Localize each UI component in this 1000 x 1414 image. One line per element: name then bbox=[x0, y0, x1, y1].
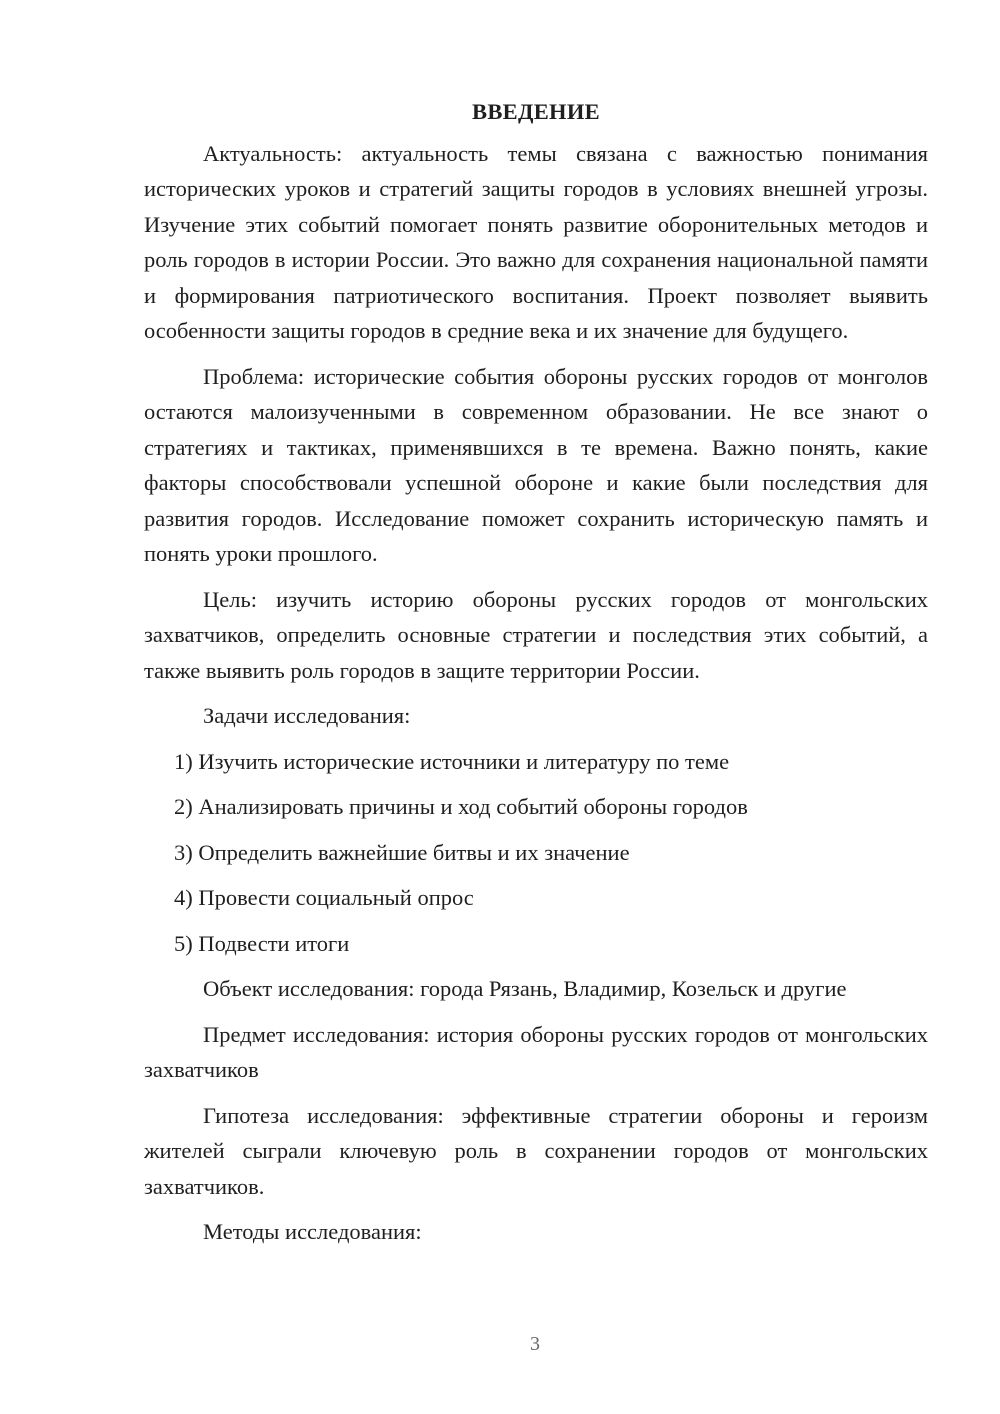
task-item-1: 1) Изучить исторические источники и литературу по теме bbox=[174, 748, 730, 774]
page-number: 3 bbox=[530, 1333, 540, 1355]
page-content bbox=[144, 94, 928, 1260]
research-hypothesis: Гипотеза исследования: эффективные стратегии обороны и героизм жителей сыграли ключевую роль в сохранении городов от монгольских захватчиков. bbox=[144, 1102, 928, 1199]
page-title: ВВЕДЕНИЕ bbox=[472, 99, 600, 124]
task-item-5: 5) Подвести итоги bbox=[174, 930, 350, 956]
relevance-paragraph: Актуальность: актуальность темы связана с важностью понимания исторических уроков и стратегий защиты городов в условиях внешней угрозы. Изучение этих событий помогает понять развитие оборонительных методов и роль городов в истории России. Это важно для сохранения национальной памяти и формирования патриотического воспитания. Проект позволяет выявить особенности защиты городов в средние века и их значение для будущего. bbox=[144, 140, 928, 343]
tasks-heading: Задачи исследования: bbox=[203, 703, 411, 728]
problem-paragraph: Проблема: исторические события обороны русских городов от монголов остаются малоизученными в современном образовании. Не все знают о стратегиях и тактиках, применявшихся в те времена. Важно понять, какие факторы способствовали успешной обороне и какие были последствия для развития городов. Исследование поможет сохранить историческую память и понять уроки прошлого. bbox=[144, 363, 928, 566]
task-item-4: 4) Провести социальный опрос bbox=[174, 885, 474, 910]
task-item-3: 3) Определить важнейшие битвы и их значение bbox=[174, 839, 630, 865]
research-subject: Предмет исследования: история обороны русских городов от монгольских захватчиков bbox=[144, 1021, 928, 1082]
methods-heading: Методы исследования: bbox=[203, 1219, 422, 1244]
tasks-list bbox=[144, 744, 928, 962]
goal-paragraph: Цель: изучить историю обороны русских городов от монгольских захватчиков, определить основные стратегии и последствия этих событий, а также выявить роль городов в защите территории России. bbox=[144, 586, 928, 683]
task-item-2: 2) Анализировать причины и ход событий обороны городов bbox=[174, 794, 748, 819]
research-object: Объект исследования: города Рязань, Владимир, Козельск и другие bbox=[203, 976, 847, 1001]
